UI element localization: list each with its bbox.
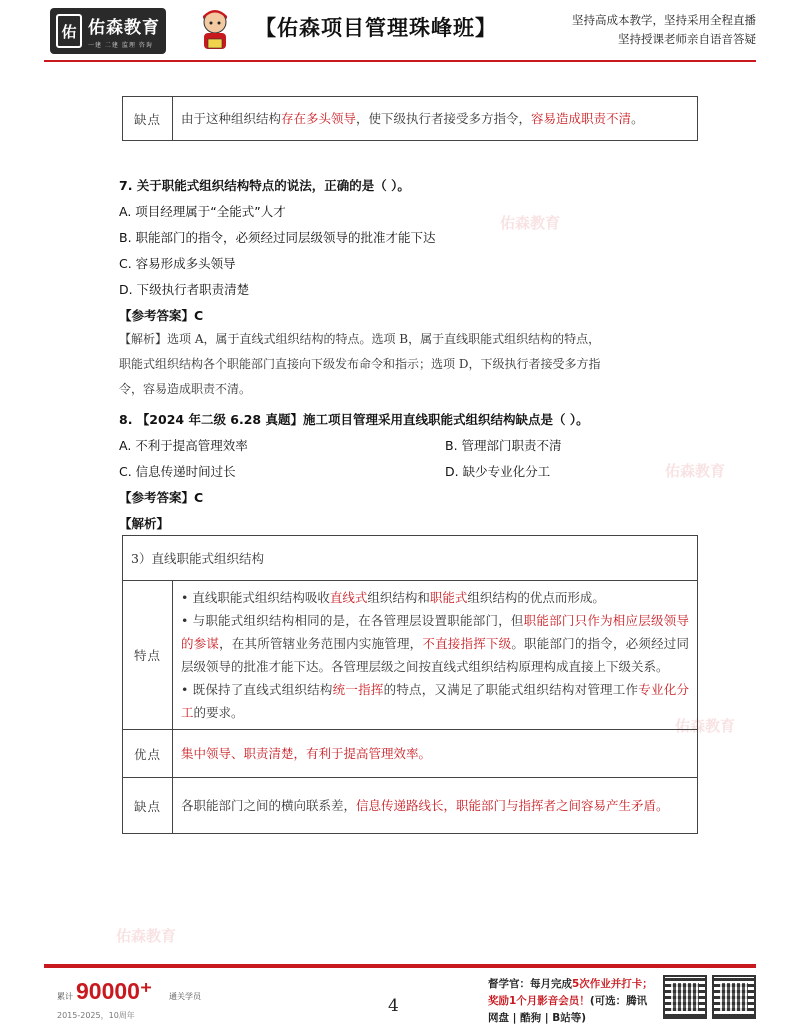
watermark: 佑森教育: [500, 214, 561, 232]
stat-label: 累计: [57, 992, 73, 1001]
q7-option-a: A. 项目经理属于“全能式”人才: [119, 204, 286, 219]
features-content: [173, 581, 698, 730]
feature-item: • 与职能式组织结构相同的是，在各管理层设置职能部门，但职能部门只作为相应层级领导的参谋，在其所管辖业务范围内实施管理，不直接指挥下级。职能部门的指令，必须经过同层级领导的批准才能下达。各管理层级之间按直线式组织结构原理构成直接上下级关系。: [181, 613, 689, 674]
q7-analysis: 【解析】选项 A，属于直线式组织结构的特点。选项 B，属于直线职能式组织结构的特点， 职能式组织结构各个职能部门直接向下级发布命令和指示；选项 D，下级执行者接受多方指 令，容易造成职责不清。: [119, 332, 601, 396]
features-label: 特点: [123, 581, 173, 730]
q8-option-d: D. 缺少专业化分工: [445, 464, 551, 479]
pros-text: 集中领导、职责清楚，有利于提高管理效率。: [173, 730, 698, 778]
stat-suffix: 通关学员: [169, 992, 201, 1001]
feature-item: • 直线职能式组织结构吸收直线式组织结构和职能式组织结构的优点而形成。: [181, 590, 605, 605]
mascot-icon: [190, 6, 240, 56]
cons-text: 由于这种组织结构存在多头领导，使下级执行者接受多方指令，容易造成职责不清。: [173, 97, 698, 141]
brand-logo: [50, 8, 166, 54]
header-slogan: [572, 11, 756, 49]
logo-subtitle: 一建 二建 监理 咨询: [88, 42, 153, 49]
header-title: 【佑森项目管理珠峰班】: [255, 16, 497, 40]
logo-name: 佑森教育: [88, 18, 160, 38]
page-number: 4: [388, 996, 399, 1016]
page-header: [0, 0, 800, 62]
feature-item: • 既保持了直线式组织结构统一指挥的特点，又满足了职能式组织结构对管理工作专业化分工的要求。: [181, 682, 689, 720]
q8-analysis-label: 【解析】: [119, 516, 170, 531]
watermark: 佑森教育: [116, 927, 177, 945]
cons-text-2: 各职能部门之间的横向联系差，信息传递路线长，职能部门与指挥者之间容易产生矛盾。: [173, 778, 698, 834]
q8-option-b: B. 管理部门职责不清: [445, 438, 562, 453]
watermark: 佑森教育: [665, 462, 726, 480]
qr-code-icon: [663, 975, 707, 1019]
slogan-line-2: 坚持授课老师亲自语音答疑: [618, 32, 756, 46]
knowledge-table: [122, 535, 698, 834]
logo-mark-icon: 佑: [56, 14, 82, 48]
question-7-stem: 7. 关于职能式组织结构特点的说法，正确的是（ ）。: [119, 178, 410, 193]
q7-answer: 【参考答案】C: [119, 308, 204, 323]
q8-option-a: A. 不利于提高管理效率: [119, 438, 248, 453]
q7-option-c: C. 容易形成多头领导: [119, 256, 236, 271]
q7-option-d: D. 下级执行者职责清楚: [119, 282, 250, 297]
question-8-stem: 8. 【2024 年二级 6.28 真题】施工项目管理采用直线职能式组织结构缺点是（ ）。: [119, 412, 589, 427]
anniversary-text: 2015-2025，10周年: [57, 1011, 135, 1020]
cons-table: [122, 96, 698, 141]
watermark: 佑森教育: [675, 717, 736, 735]
stat-value: 90000⁺: [76, 978, 153, 1004]
header-divider: [44, 60, 756, 62]
pros-label: 优点: [123, 730, 173, 778]
cons-label-2: 缺点: [123, 778, 173, 834]
q8-option-c: C. 信息传递时间过长: [119, 464, 236, 479]
table-heading: 3）直线职能式组织结构: [123, 536, 698, 581]
footer-divider: [44, 964, 756, 968]
cons-label: 缺点: [123, 97, 173, 141]
promo-text: 督学官：每月完成5次作业并打卡； 奖励1个月影音会员！(可选：腾讯 网盘 | 酷狗 | B站等): [488, 978, 653, 1024]
q7-option-b: B. 职能部门的指令，必须经过同层级领导的批准才能下达: [119, 230, 436, 245]
qr-code-icon: [712, 975, 756, 1019]
slogan-line-1: 坚持高成本教学，坚持采用全程直播: [572, 13, 756, 27]
q8-answer: 【参考答案】C: [119, 490, 204, 505]
